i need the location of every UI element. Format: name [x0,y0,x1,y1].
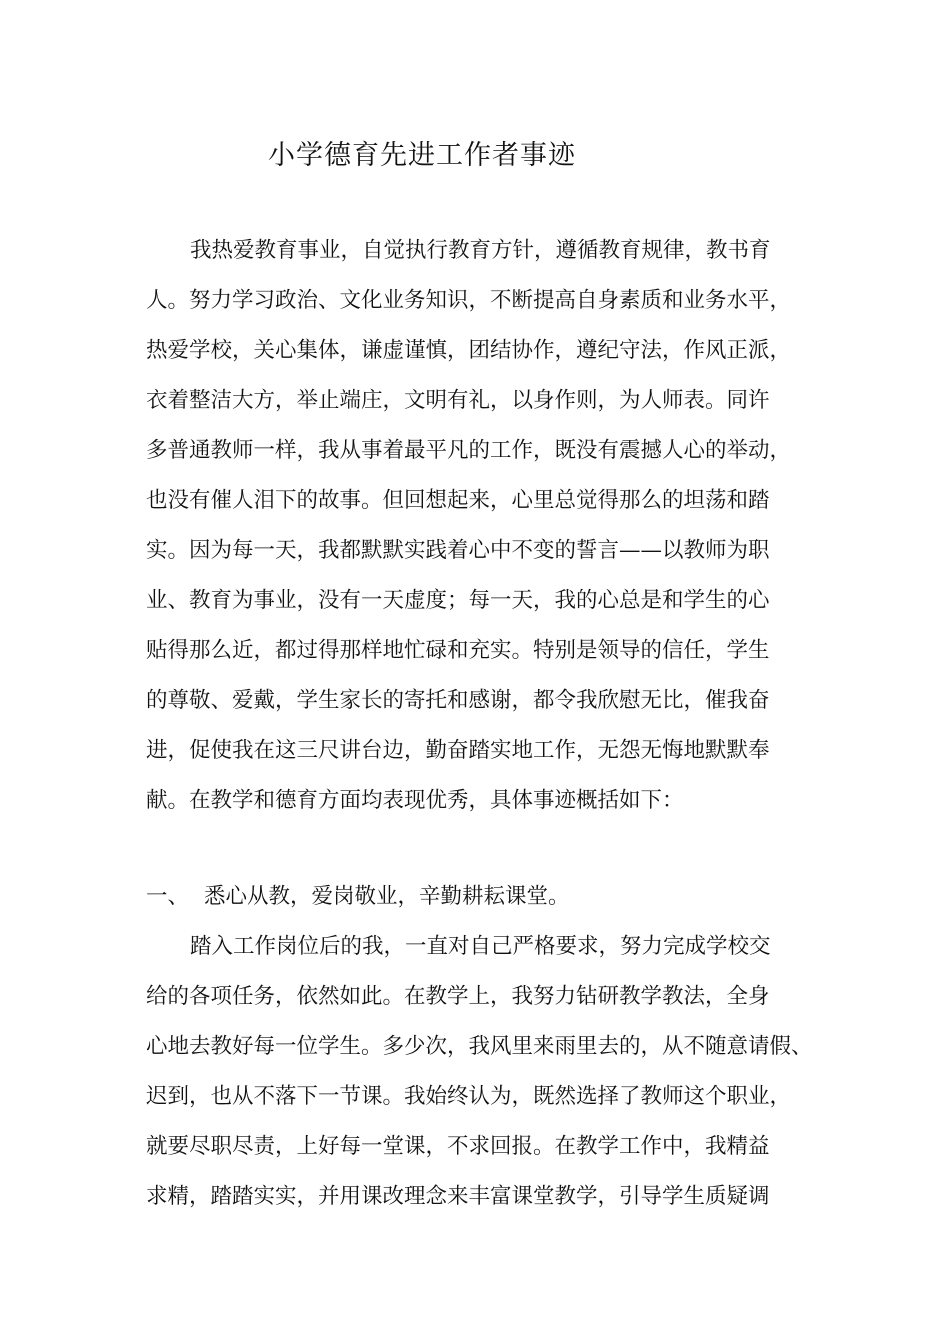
section-number: 一、 [146,884,190,909]
paragraph-line: 热爱学校，关心集体，谦虚谨慎，团结协作，遵纪守法，作风正派， [146,338,792,363]
paragraph-line: 迟到，也从不落下一节课。我始终认为，既然选择了教师这个职业， [146,1084,792,1109]
paragraph-line: 就要尽职尽责，上好每一堂课，不求回报。在教学工作中，我精益 [146,1134,770,1159]
paragraph-line: 心地去教好每一位学生。多少次，我风里来雨里去的，从不随意请假、 [146,1034,813,1059]
paragraph-line: 踏入工作岗位后的我，一直对自己严格要求，努力完成学校交 [190,934,771,959]
paragraph-line: 衣着整洁大方，举止端庄，文明有礼，以身作则，为人师表。同许 [146,388,770,413]
document-title: 小学德育先进工作者事迹 [268,140,576,171]
paragraph-line: 贴得那么近，都过得那样地忙碌和充实。特别是领导的信任，学生 [146,638,770,663]
section-heading [146,882,570,912]
paragraph-line: 求精，踏踏实实，并用课改理念来丰富课堂教学，引导学生质疑调 [146,1184,770,1209]
paragraph-line: 我热爱教育事业，自觉执行教育方针，遵循教育规律，教书育 [190,238,771,263]
paragraph-line: 业、教育为事业，没有一天虚度；每一天，我的心总是和学生的心 [146,588,770,613]
section-heading-text: 悉心从教，爱岗敬业，辛勤耕耘课堂。 [204,884,570,909]
paragraph-line: 也没有催人泪下的故事。但回想起来，心里总觉得那么的坦荡和踏 [146,488,770,513]
paragraph-line: 进，促使我在这三尺讲台边，勤奋踏实地工作，无怨无悔地默默奉 [146,738,770,763]
paragraph-line: 的尊敬、爱戴，学生家长的寄托和感谢，都令我欣慰无比，催我奋 [146,688,770,713]
paragraph-line: 实。因为每一天，我都默默实践着心中不变的誓言——以教师为职 [146,538,770,563]
paragraph-line: 多普通教师一样，我从事着最平凡的工作，既没有震撼人心的举动， [146,438,792,463]
paragraph-line: 人。努力学习政治、文化业务知识，不断提高自身素质和业务水平， [146,288,792,313]
paragraph-line: 给的各项任务，依然如此。在教学上，我努力钻研教学教法，全身 [146,984,770,1009]
paragraph-line: 献。在教学和德育方面均表现优秀，具体事迹概括如下： [146,788,684,813]
